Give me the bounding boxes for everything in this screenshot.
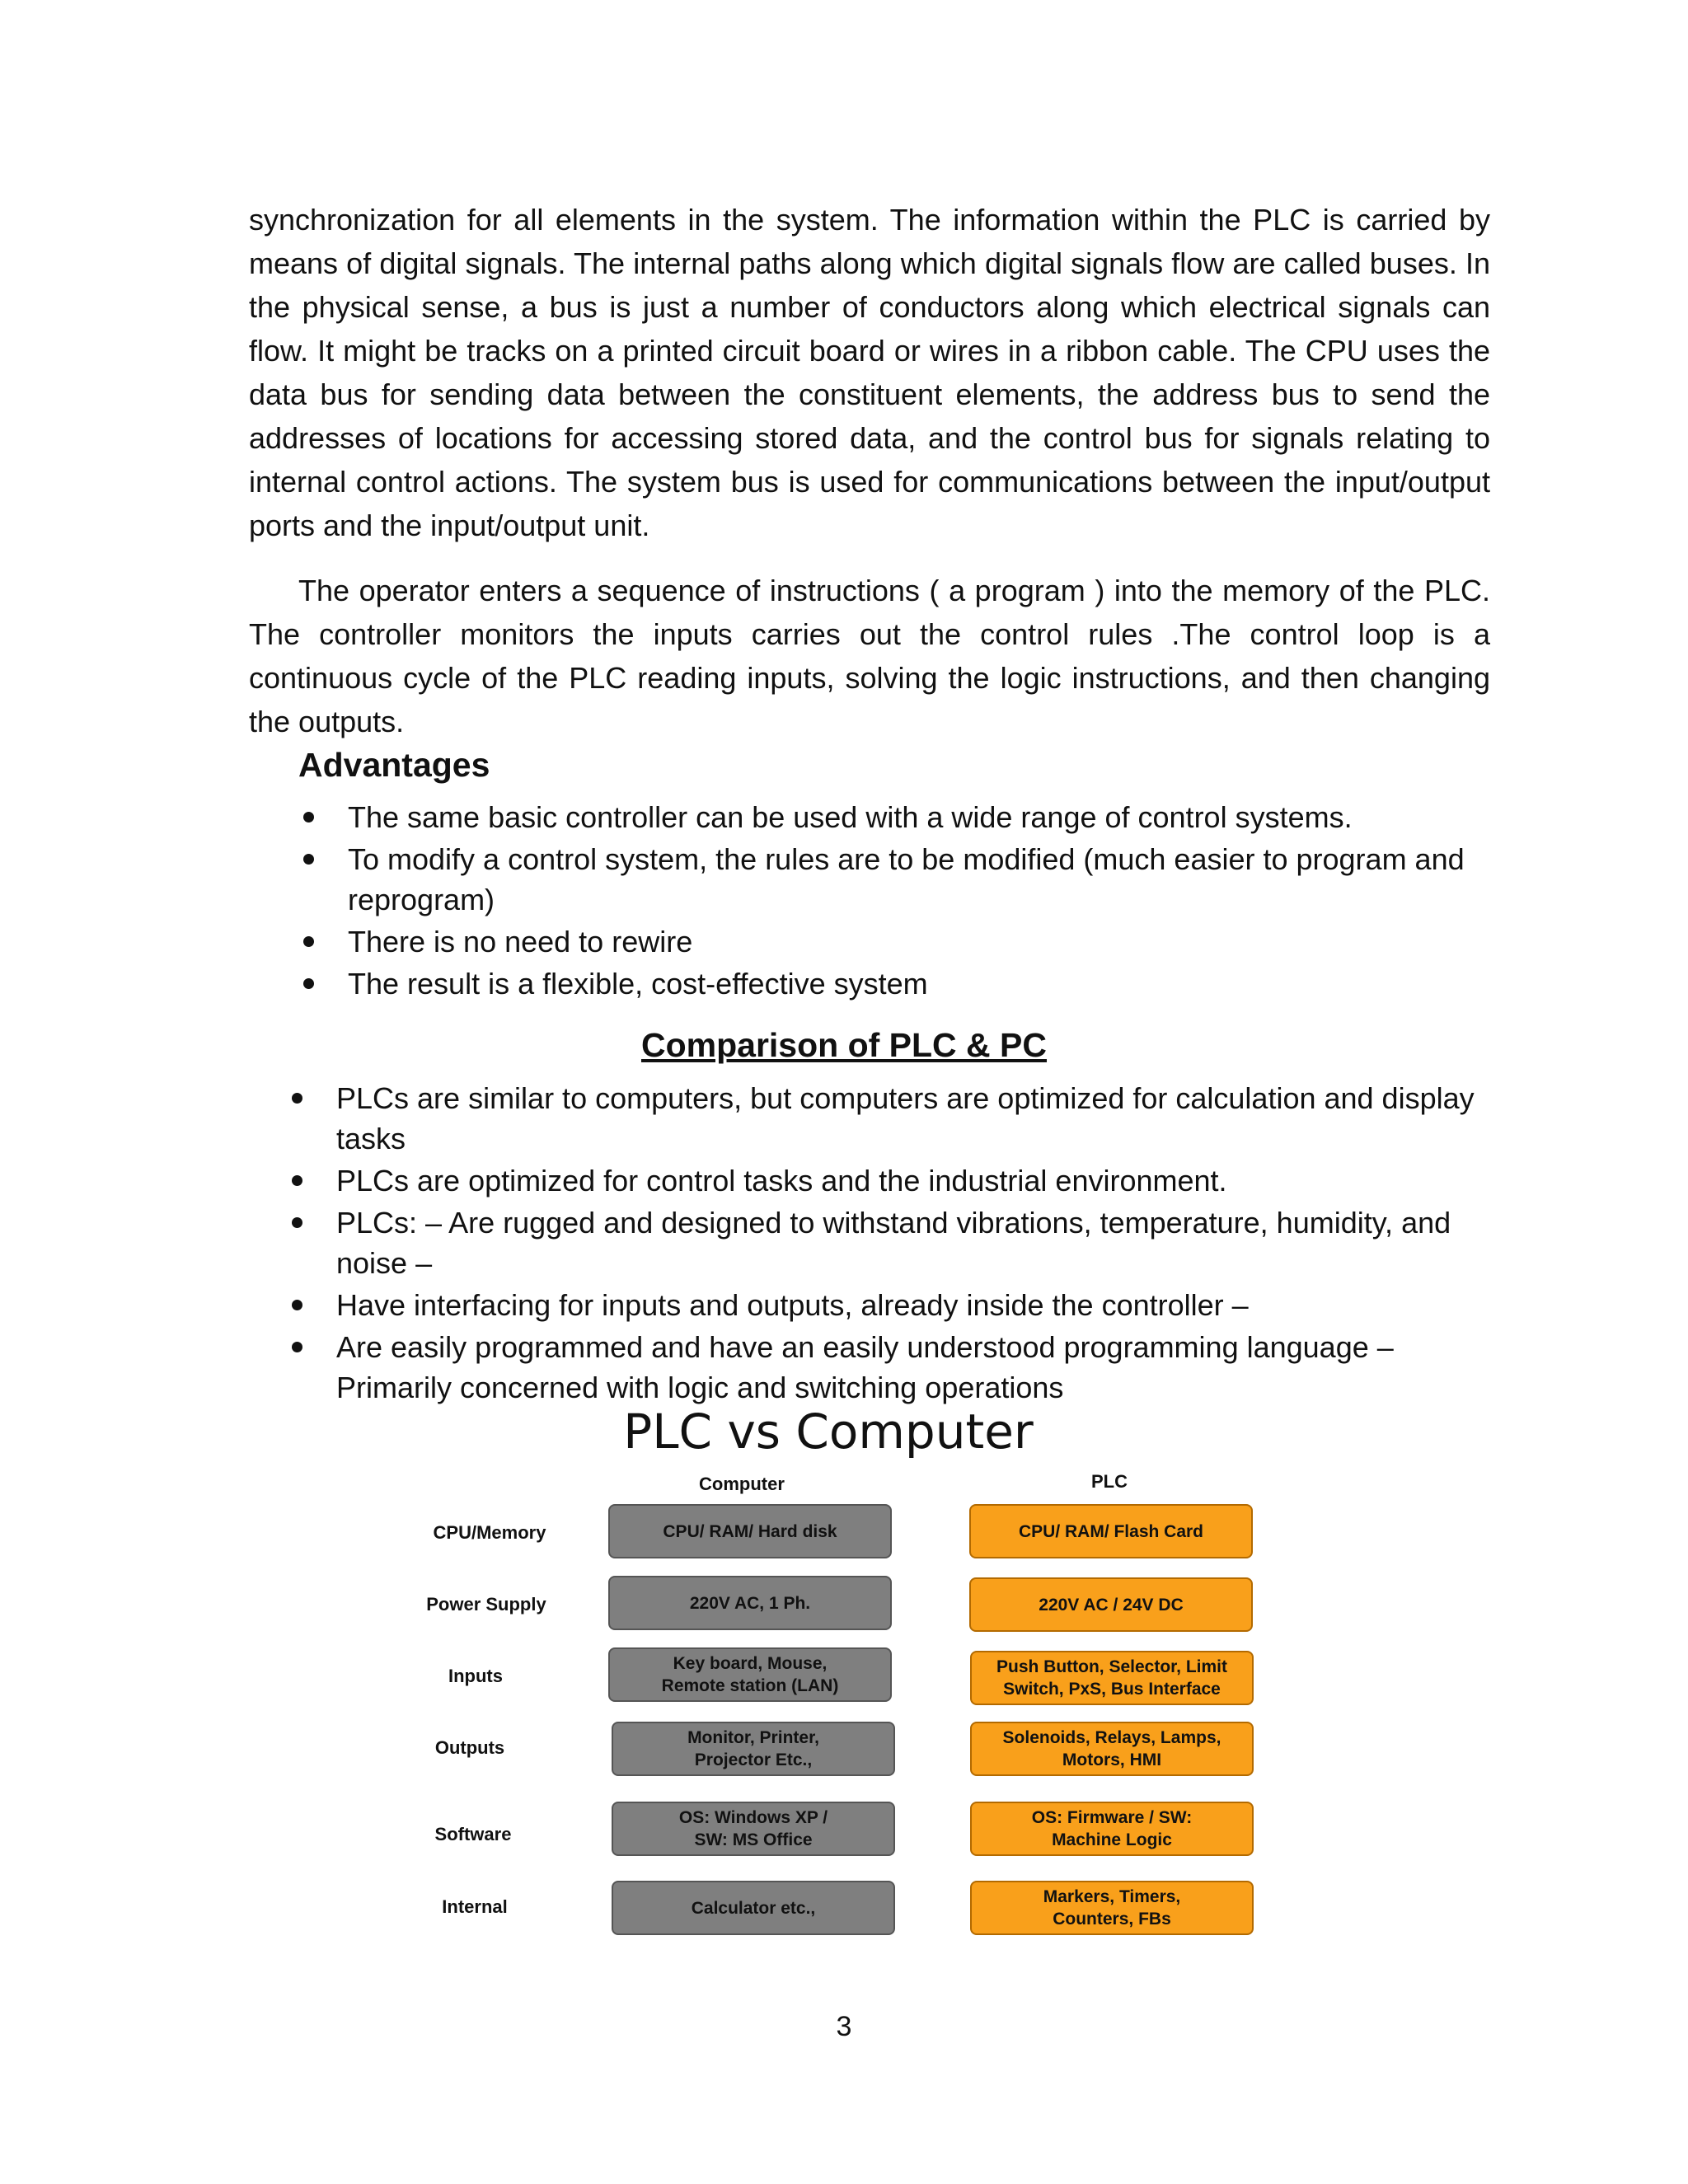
- paragraph-buses: synchronization for all elements in the system. The information within the PLC is carried by means of digital signals. The internal paths along which digital signals flow are called buses. In the physical sense, a bus is just a number of conductors along which electrical signals can flow. It might be tracks on a printed circuit board or wires in a ribbon cable. The CPU uses the data bus for sending data between the constituent elements, the address bus to send the addresses of locations for accessing stored data, and the control bus for signals relating to internal control actions. The system bus is used for communications between the input/output ports and the input/output unit.: [249, 203, 1490, 542]
- list-item: To modify a control system, the rules are to be modified (much easier to program and reprogram): [298, 839, 1492, 920]
- comparison-heading: Comparison of PLC & PC: [640, 1026, 1048, 1064]
- paragraph-control-loop: The operator enters a sequence of instructions ( a program ) into the memory of the PLC. The controller monitors the inputs carries out the control rules .The control loop is a continuous cycle of the PLC reading inputs, solving the logic instructions, and then changing the outputs.: [249, 574, 1490, 738]
- plc-cpu-memory-box: CPU/ RAM/ Flash Card: [969, 1504, 1253, 1558]
- plc-software-box: OS: Firmware / SW: Machine Logic: [970, 1802, 1254, 1856]
- plc-inputs-box: Push Button, Selector, Limit Switch, PxS, Bus Interface: [970, 1651, 1254, 1705]
- computer-power-supply-box: 220V AC, 1 Ph.: [608, 1576, 892, 1630]
- row-label-outputs: Outputs: [434, 1737, 505, 1758]
- advantages-list: [298, 797, 1492, 1005]
- list-item: There is no need to rewire: [298, 921, 1492, 962]
- row-label-power-supply: Power Supply: [426, 1594, 546, 1615]
- column-header-plc: PLC: [1091, 1471, 1128, 1492]
- column-header-computer: Computer: [699, 1474, 785, 1494]
- plc-internal-box: Markers, Timers, Counters, FBs: [970, 1881, 1254, 1935]
- list-item: PLCs: – Are rugged and designed to withstand vibrations, temperature, humidity, and noise –: [287, 1202, 1490, 1283]
- advantages-heading: Advantages: [298, 746, 490, 784]
- plc-outputs-box: Solenoids, Relays, Lamps, Motors, HMI: [970, 1722, 1254, 1776]
- comparison-list: [287, 1078, 1490, 1409]
- page-number: 3: [836, 2011, 852, 2042]
- list-item: Are easily programmed and have an easily understood programming language – Primarily concerned with logic and switching operations: [287, 1327, 1490, 1408]
- plc-power-supply-box: 220V AC / 24V DC: [969, 1577, 1253, 1632]
- computer-cpu-memory-box: CPU/ RAM/ Hard disk: [608, 1504, 892, 1558]
- figure-title: PLC vs Computer: [623, 1404, 1034, 1460]
- computer-outputs-box: Monitor, Printer, Projector Etc.,: [612, 1722, 895, 1776]
- list-item: The same basic controller can be used with a wide range of control systems.: [298, 797, 1492, 837]
- list-item: The result is a flexible, cost-effective system: [298, 963, 1492, 1004]
- row-label-internal: Internal: [442, 1896, 508, 1917]
- list-item: PLCs are optimized for control tasks and the industrial environment.: [287, 1160, 1490, 1201]
- computer-internal-box: Calculator etc.,: [612, 1881, 895, 1935]
- row-label-software: Software: [434, 1824, 512, 1844]
- row-label-cpu-memory: CPU/Memory: [433, 1522, 546, 1543]
- computer-software-box: OS: Windows XP / SW: MS Office: [612, 1802, 895, 1856]
- list-item: Have interfacing for inputs and outputs, already inside the controller –: [287, 1285, 1490, 1325]
- row-label-inputs: Inputs: [448, 1666, 503, 1686]
- computer-inputs-box: Key board, Mouse, Remote station (LAN): [608, 1647, 892, 1702]
- list-item: PLCs are similar to computers, but computers are optimized for calculation and display tasks: [287, 1078, 1490, 1159]
